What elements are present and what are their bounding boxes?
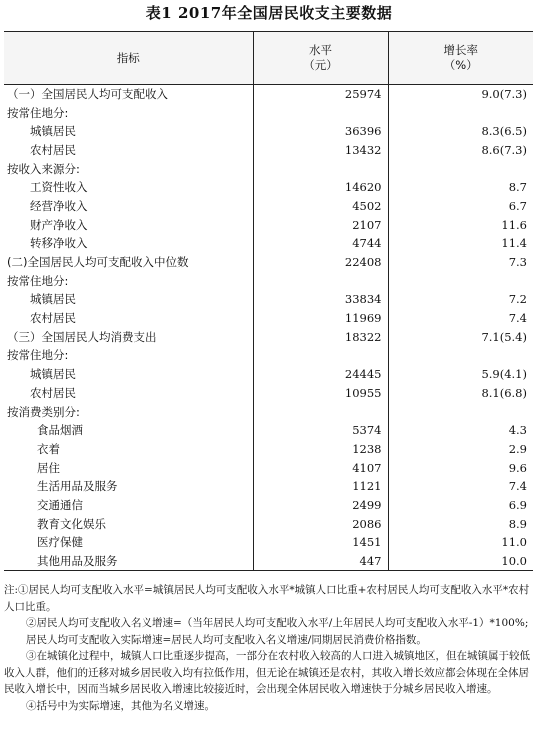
row-indicator: 按常住地分: (7, 273, 69, 288)
table-row (4, 309, 533, 328)
row-indicator: 工资性收入 (30, 180, 88, 195)
row-indicator: 食品烟酒 (37, 423, 83, 438)
table-row (4, 496, 533, 515)
row-growth: 11.4 (388, 234, 533, 253)
row-indicator: 按收入来源分: (7, 161, 80, 176)
table-row (4, 159, 533, 178)
row-indicator: 交通通信 (37, 497, 83, 512)
row-growth: 11.6 (388, 215, 533, 234)
table-row (4, 477, 533, 496)
table-row (4, 533, 533, 552)
table-row (4, 402, 533, 421)
row-growth: 6.7 (388, 197, 533, 216)
table-row (4, 458, 533, 477)
row-growth: 2.9 (388, 440, 533, 459)
row-indicator: 经营净收入 (30, 198, 88, 213)
table-row (4, 178, 533, 197)
table-row (4, 253, 533, 272)
header-level-line2: （元） (303, 58, 338, 72)
row-level (253, 402, 388, 421)
row-level: 36396 (253, 122, 388, 141)
row-indicator: 生活用品及服务 (37, 479, 118, 494)
row-level (253, 103, 388, 122)
row-growth: 7.3 (388, 253, 533, 272)
row-level: 18322 (253, 327, 388, 346)
row-level: 4502 (253, 197, 388, 216)
row-growth: 7.1(5.4) (388, 327, 533, 346)
table-row (4, 421, 533, 440)
row-level: 4744 (253, 234, 388, 253)
header-level-line1: 水平 (309, 43, 332, 57)
row-growth: 8.1(6.8) (388, 384, 533, 403)
row-growth: 6.9 (388, 496, 533, 515)
row-indicator: (二)全国居民人均可支配收入中位数 (7, 255, 189, 270)
row-growth: 8.7 (388, 178, 533, 197)
row-indicator: 城镇居民 (30, 367, 76, 382)
table-row (4, 384, 533, 403)
header-growth-line1: 增长率 (443, 43, 478, 57)
row-indicator: 衣着 (37, 441, 60, 456)
table-row (4, 197, 533, 216)
table-row (4, 271, 533, 290)
row-level: 13432 (253, 141, 388, 160)
table-row (4, 290, 533, 309)
header-indicator: 指标 (4, 32, 253, 85)
table-row (4, 327, 533, 346)
row-growth: 9.6 (388, 458, 533, 477)
note-paragraph: 居民人均可支配收入实际增速=居民人均可支配收入名义增速/同期居民消费价格指数。 (26, 633, 427, 646)
row-level: 1451 (253, 533, 388, 552)
row-growth: 11.0 (388, 533, 533, 552)
row-level: 4107 (253, 458, 388, 477)
note-paragraph: ②居民人均可支配收入名义增速=（当年居民人均可支配收入水平/上年居民人均可支配收入水平-1）*100%; (26, 617, 529, 629)
note-paragraph: 注:①居民人均可支配收入水平=城镇居民人均可支配收入水平*城镇人口比重+农村居民人均可支配收入水平*农村人口比重。 (4, 584, 530, 613)
table-row (4, 103, 533, 122)
row-growth: 10.0 (388, 552, 533, 571)
row-growth (388, 346, 533, 365)
row-level: 14620 (253, 178, 388, 197)
table-row (4, 346, 533, 365)
row-level: 2107 (253, 215, 388, 234)
row-level (253, 346, 388, 365)
row-indicator: 居住 (37, 460, 60, 475)
row-level: 1121 (253, 477, 388, 496)
row-growth: 4.3 (388, 421, 533, 440)
row-indicator: 农村居民 (30, 385, 76, 400)
table-header-row (4, 32, 533, 85)
header-growth-line2: （%） (443, 58, 478, 72)
row-level: 25974 (253, 85, 388, 104)
row-indicator: 医疗保健 (37, 535, 83, 550)
row-indicator: （一）全国居民人均可支配收入 (7, 87, 168, 102)
table-row (4, 552, 533, 571)
table-row (4, 365, 533, 384)
row-indicator: 教育文化娱乐 (37, 516, 106, 531)
table-notes (4, 582, 532, 714)
table-row (4, 85, 533, 104)
row-growth: 7.4 (388, 477, 533, 496)
row-level: 33834 (253, 290, 388, 309)
table-row (4, 234, 533, 253)
row-level: 5374 (253, 421, 388, 440)
row-level: 11969 (253, 309, 388, 328)
row-growth: 8.3(6.5) (388, 122, 533, 141)
row-growth: 8.6(7.3) (388, 141, 533, 160)
row-growth: 7.4 (388, 309, 533, 328)
row-level: 24445 (253, 365, 388, 384)
row-indicator: 城镇居民 (30, 124, 76, 139)
row-indicator: 农村居民 (30, 142, 76, 157)
row-indicator: 按消费类别分: (7, 404, 80, 419)
row-level (253, 271, 388, 290)
row-indicator: 其他用品及服务 (4, 552, 253, 571)
row-growth: 9.0(7.3) (388, 85, 533, 104)
table-row (4, 440, 533, 459)
table-row (4, 215, 533, 234)
row-level: 10955 (253, 384, 388, 403)
row-growth: 5.9(4.1) (388, 365, 533, 384)
row-level (253, 159, 388, 178)
row-level: 22408 (253, 253, 388, 272)
row-growth (388, 159, 533, 178)
row-growth (388, 402, 533, 421)
income-expenditure-table (4, 31, 533, 571)
table-row (4, 141, 533, 160)
table-title: 表1 2017年全国居民收支主要数据 (145, 4, 393, 22)
row-growth: 7.2 (388, 290, 533, 309)
row-level: 2086 (253, 514, 388, 533)
note-paragraph: ③在城镇化过程中，城镇人口比重逐步提高，一部分在农村收入较高的人口进入城镇地区，但在城镇属于较低收入人群，他们的迁移对城乡居民收入均有拉低作用，但无论在城镇还是农村，其收入增长效应都会体现在全体居民收入增长中，因而当城乡居民收入增速比较接近时，会出现全体居民收入增速快于分城乡居民收入增速。 (4, 650, 530, 695)
row-indicator: 按常住地分: (7, 105, 69, 120)
row-indicator: 农村居民 (30, 311, 76, 326)
row-indicator: 城镇居民 (30, 292, 76, 307)
table-row (4, 514, 533, 533)
row-level: 2499 (253, 496, 388, 515)
header-level (253, 32, 388, 85)
header-growth (388, 32, 533, 85)
table-row (4, 122, 533, 141)
row-growth (388, 103, 533, 122)
row-growth: 8.9 (388, 514, 533, 533)
row-level: 1238 (253, 440, 388, 459)
row-indicator: 财产净收入 (30, 217, 88, 232)
row-level: 447 (253, 552, 388, 571)
row-growth (388, 271, 533, 290)
note-paragraph: ④括号中为实际增速，其他为名义增速。 (26, 699, 215, 712)
row-indicator: 转移净收入 (30, 236, 88, 251)
row-indicator: （三）全国居民人均消费支出 (7, 329, 157, 344)
row-indicator: 按常住地分: (7, 348, 69, 363)
